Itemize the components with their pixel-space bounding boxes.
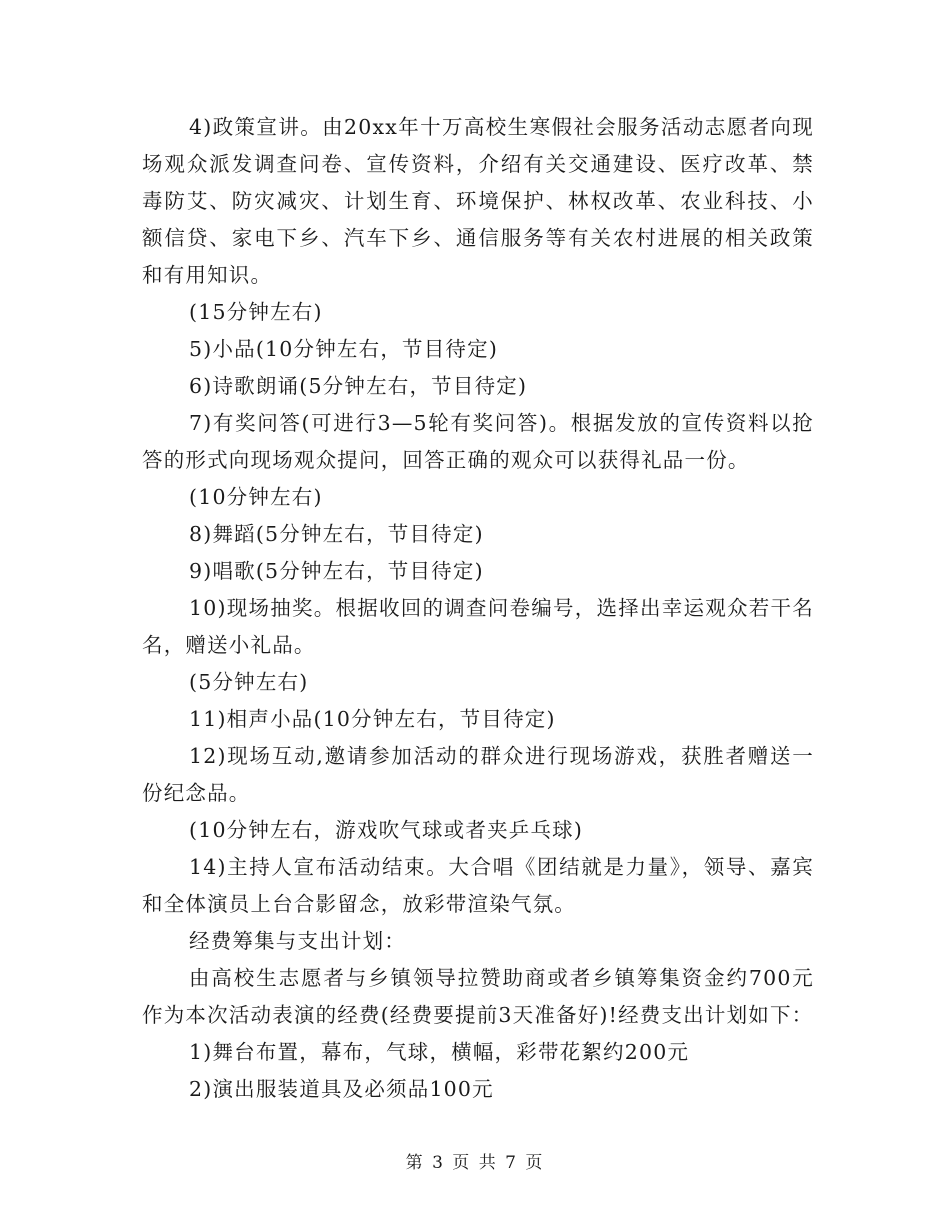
paragraph-duration-10min: (10分钟左右)	[189, 485, 323, 509]
paragraph-closing: 14)主持人宣布活动结束。大合唱《团结就是力量》，领导、嘉宾和全体演员上台合影留念，放彩带渲染气氛。	[142, 855, 814, 916]
paragraph-policy-talk: 4)政策宣讲。由20xx年十万高校生寒假社会服务活动志愿者向现场观众派发调查问卷、宣传资料，介绍有关交通建设、医疗改革、禁毒防艾、防灾减灾、计划生育、环境保护、林权改革、农业科技、小额信贷、家电下乡、汽车下乡、通信服务等有关农村进展的相关政策和有用知识。	[142, 115, 814, 287]
paragraph-funding-heading: 经费筹集与支出计划：	[189, 929, 406, 953]
paragraph-poetry-recital: 6)诗歌朗诵(5分钟左右，节目待定)	[189, 374, 528, 398]
paragraph-skit: 5)小品(10分钟左右，节目待定)	[189, 337, 499, 361]
document-body	[142, 109, 814, 1108]
paragraph-stage-cost: 1)舞台布置，幕布，气球，横幅，彩带花絮约200元	[189, 1040, 690, 1064]
paragraph-duration-games: (10分钟左右，游戏吹气球或者夹乒乓球)	[189, 818, 584, 842]
paragraph-prize-quiz: 7)有奖问答(可进行3—5轮有奖问答)。根据发放的宣传资料以抢答的形式向现场观众提问，回答正确的观众可以获得礼品一份。	[142, 411, 814, 472]
paragraph-costume-cost: 2)演出服装道具及必须品100元	[189, 1077, 494, 1101]
paragraph-singing: 9)唱歌(5分钟左右，节目待定)	[189, 559, 484, 583]
paragraph-funding-source: 由高校生志愿者与乡镇领导拉赞助商或者乡镇筹集资金约700元作为本次活动表演的经费(经费要提前3天准备好)!经费支出计划如下：	[142, 966, 814, 1027]
paragraph-dance: 8)舞蹈(5分钟左右，节目待定)	[189, 522, 484, 546]
paragraph-interaction: 12)现场互动,邀请参加活动的群众进行现场游戏，获胜者赠送一份纪念品。	[142, 744, 814, 805]
paragraph-duration-15min: (15分钟左右)	[189, 300, 323, 324]
paragraph-duration-5min: (5分钟左右)	[189, 670, 309, 694]
page-number-footer: 第 3 页 共 7 页	[405, 1153, 545, 1173]
paragraph-lottery: 10)现场抽奖。根据收回的调查问卷编号，选择出幸运观众若干名名，赠送小礼品。	[142, 596, 814, 657]
paragraph-crosstalk: 11)相声小品(10分钟左右，节目待定)	[189, 707, 556, 731]
